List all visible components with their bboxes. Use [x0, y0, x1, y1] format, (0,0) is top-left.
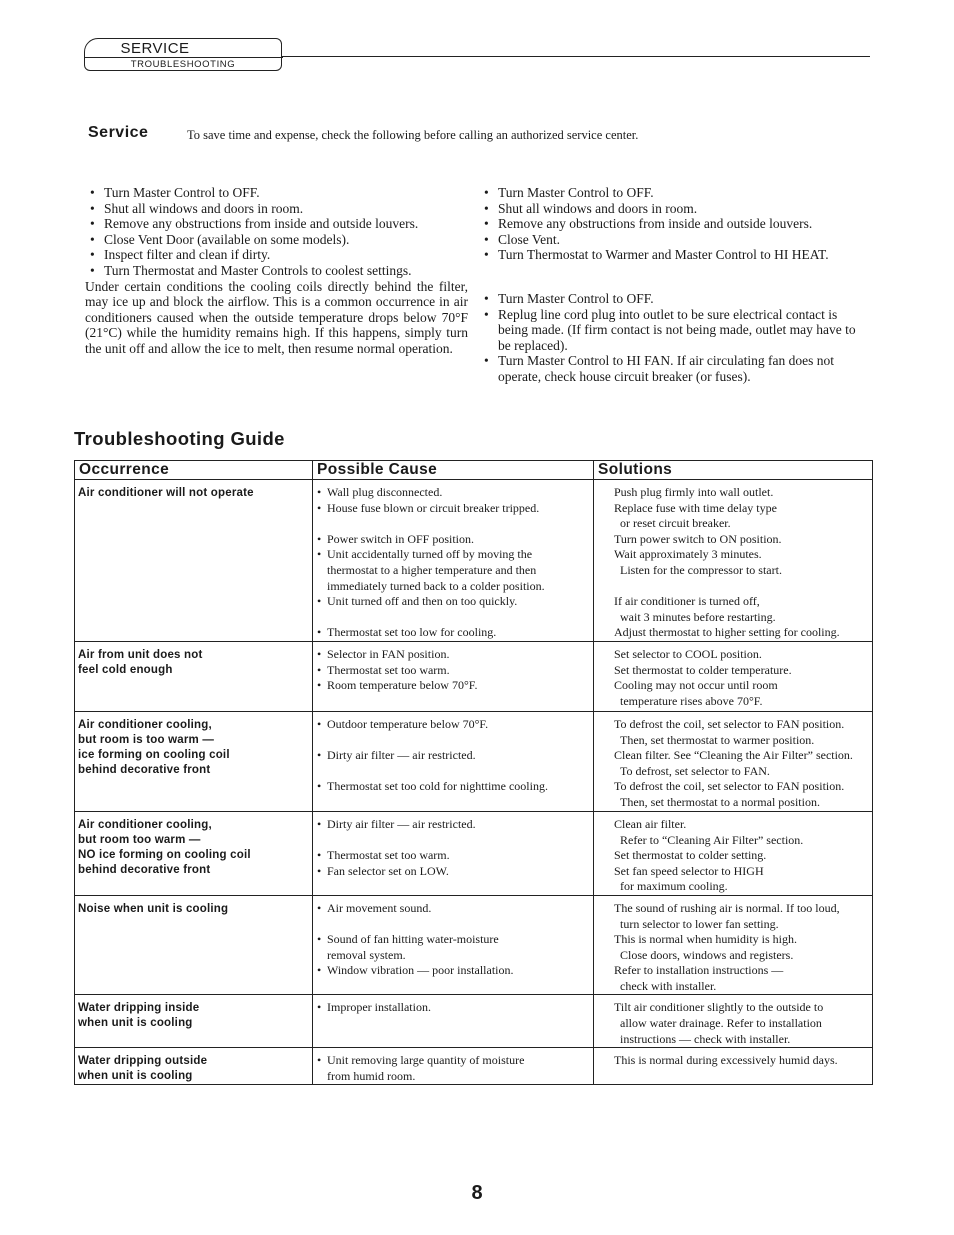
- list-item: • Turn Master Control to OFF.: [479, 291, 870, 307]
- header-rule: [282, 56, 870, 57]
- cause-cell: [313, 641, 594, 711]
- occurrence-cell: [75, 711, 313, 811]
- cause-line: • Thermostat set too warm.: [317, 848, 591, 864]
- occurrence-cell: [75, 1048, 313, 1085]
- cause-line: • Thermostat set too low for cooling.: [317, 625, 591, 641]
- table-row: [75, 811, 873, 895]
- occurrence-line: but room too warm —: [78, 833, 201, 846]
- solution-line: Then, set thermostat to a normal position.: [620, 794, 820, 809]
- occurrence-line: but room is too warm —: [78, 733, 215, 746]
- troubleshooting-table: [74, 460, 873, 1085]
- occurrence-cell: [75, 641, 313, 711]
- solution-line: Tilt air conditioner slightly to the outside to: [614, 1000, 824, 1015]
- cause-line: removal system.: [327, 947, 406, 962]
- solution-line: Wait approximately 3 minutes.: [614, 547, 762, 562]
- occurrence-line: Air from unit does not: [78, 648, 203, 661]
- solution-line: Set thermostat to colder temperature.: [614, 662, 792, 677]
- solution-line: Turn power switch to ON position.: [614, 531, 782, 546]
- solution-line: Push plug firmly into wall outlet.: [614, 485, 774, 499]
- occurrence-line: when unit is cooling: [78, 1017, 193, 1030]
- occurrence-line: behind decorative front: [78, 863, 211, 876]
- header-occurrence: Occurrence: [75, 461, 313, 480]
- solution-line: wait 3 minutes before restarting.: [620, 609, 776, 624]
- header-possible-cause: Possible Cause: [313, 461, 594, 480]
- cause-line: • Air movement sound.: [317, 901, 591, 917]
- occurrence-line: Noise when unit is cooling: [78, 902, 229, 915]
- occurrence-cell: [75, 995, 313, 1048]
- left-column: [85, 185, 468, 357]
- solution-line: Then, set thermostat to warmer position.: [620, 732, 815, 747]
- solution-line: or reset circuit breaker.: [620, 516, 731, 531]
- solution-line: This is normal when humidity is high.: [614, 932, 797, 947]
- cause-line: • Improper installation.: [317, 1000, 591, 1016]
- left-checklist: [85, 185, 468, 279]
- spacer: [317, 733, 591, 749]
- occurrence-line: Air conditioner will not operate: [78, 487, 254, 499]
- solution-line: for maximum cooling.: [620, 879, 728, 894]
- list-item: • Close Vent Door (available on some models).: [85, 232, 468, 248]
- solution-line: Cooling may not occur until room: [614, 678, 778, 693]
- occurrence-line: ice forming on cooling coil: [78, 748, 230, 761]
- list-item: • Inspect filter and clean if dirty.: [85, 247, 468, 263]
- cause-line: • Power switch in OFF position.: [317, 532, 591, 548]
- solution-line: The sound of rushing air is normal. If too loud,: [614, 900, 840, 915]
- cause-line: • Unit accidentally turned off by moving the: [317, 547, 591, 563]
- right-column-group-1: [479, 185, 870, 263]
- cause-cell: [313, 711, 594, 811]
- right-column-group-2: [479, 291, 870, 385]
- solution-line: Set fan speed selector to HIGH: [614, 863, 764, 878]
- service-heading: Service: [88, 124, 149, 141]
- ice-paragraph: Under certain conditions the cooling coils directly behind the filter, may ice up and block the airflow. This is a common occurrence in air conditioners caused when the outside temperature drops below 70°F (21°C) while the humidity remains high. If this happens, simply turn the unit off and allow the ice to melt, then resume normal operation.: [85, 278, 468, 356]
- solution-line: Listen for the compressor to start.: [620, 562, 782, 577]
- list-item: • Turn Master Control to OFF.: [85, 185, 468, 201]
- solution-cell: [594, 811, 873, 895]
- cause-line: • Fan selector set on LOW.: [317, 864, 591, 880]
- occurrence-line: NO ice forming on cooling coil: [78, 848, 251, 861]
- cause-line: • Dirty air filter — air restricted.: [317, 748, 591, 764]
- table-row: [75, 711, 873, 811]
- page-number: 8: [471, 1182, 483, 1204]
- cause-line: • Unit removing large quantity of moisture: [317, 1053, 591, 1069]
- solution-line: Replace fuse with time delay type: [614, 500, 777, 515]
- cause-line: • Wall plug disconnected.: [317, 485, 591, 501]
- cause-line: • Window vibration — poor installation.: [317, 963, 591, 979]
- solution-cell: [594, 711, 873, 811]
- spacer: [317, 516, 591, 532]
- solution-cell: [594, 480, 873, 642]
- occurrence-cell: [75, 811, 313, 895]
- guide-title: Troubleshooting Guide: [74, 428, 285, 449]
- list-item: • Turn Thermostat and Master Controls to coolest settings.: [85, 263, 468, 279]
- cause-cell: [313, 995, 594, 1048]
- list-item: • Turn Master Control to HI FAN. If air circulating fan does not operate, check house circuit breaker (or fuses).: [479, 353, 870, 384]
- solution-cell: [594, 1048, 873, 1085]
- cause-line: from humid room.: [327, 1068, 416, 1083]
- occurrence-line: Water dripping inside: [78, 1002, 200, 1015]
- solution-line: check with installer.: [620, 978, 717, 993]
- cause-cell: [313, 895, 594, 995]
- section-title: SERVICE: [120, 40, 190, 57]
- solution-line: To defrost the coil, set selector to FAN position.: [614, 716, 845, 731]
- solution-line: This is normal during excessively humid days.: [614, 1053, 838, 1068]
- cause-line: • Thermostat set too cold for nighttime cooling.: [317, 779, 591, 795]
- occurrence-line: behind decorative front: [78, 763, 211, 776]
- solution-line: instructions — check with installer.: [620, 1031, 791, 1046]
- header-solutions: Solutions: [594, 461, 873, 480]
- solution-cell: [594, 895, 873, 995]
- cause-cell: [313, 1048, 594, 1085]
- solution-line: If air conditioner is turned off,: [614, 594, 760, 609]
- solution-cell: [594, 995, 873, 1048]
- occurrence-cell: [75, 895, 313, 995]
- list-item: • Turn Thermostat to Warmer and Master Control to HI HEAT.: [479, 247, 870, 263]
- solution-line: temperature rises above 70°F.: [620, 693, 763, 708]
- list-item: • Close Vent.: [479, 232, 870, 248]
- service-intro: To save time and expense, check the following before calling an authorized service center.: [187, 128, 639, 142]
- solution-cell: [594, 641, 873, 711]
- spacer: [317, 917, 591, 933]
- solution-line: Refer to “Cleaning Air Filter” section.: [620, 832, 804, 847]
- table-row: [75, 641, 873, 711]
- table-row: [75, 480, 873, 642]
- list-item: • Turn Master Control to OFF.: [479, 185, 870, 201]
- cause-line: • Room temperature below 70°F.: [317, 678, 591, 694]
- cause-line: • Dirty air filter — air restricted.: [317, 817, 591, 833]
- solution-line: Set thermostat to colder setting.: [614, 848, 767, 863]
- occurrence-line: when unit is cooling: [78, 1070, 193, 1083]
- cause-line: • Sound of fan hitting water-moisture: [317, 932, 591, 948]
- solution-line: Close doors, windows and registers.: [620, 947, 794, 962]
- cause-line: • Outdoor temperature below 70°F.: [317, 717, 591, 733]
- occurrence-cell: [75, 480, 313, 642]
- solution-line: Set selector to COOL position.: [614, 646, 762, 661]
- table-header-row: [75, 461, 873, 480]
- list-item: • Remove any obstructions from inside and outside louvers.: [85, 216, 468, 232]
- solution-line: Clean air filter.: [614, 816, 687, 831]
- cause-line: thermostat to a higher temperature and then: [327, 562, 537, 577]
- solution-line: allow water drainage. Refer to installation: [620, 1016, 822, 1031]
- solution-line: turn selector to lower fan setting.: [620, 916, 779, 931]
- solution-line: Clean filter. See “Cleaning the Air Filter” section.: [614, 748, 853, 763]
- list-item: • Shut all windows and doors in room.: [479, 201, 870, 217]
- spacer: [614, 579, 870, 595]
- solution-line: To defrost, set selector to FAN.: [620, 763, 770, 778]
- spacer: [317, 833, 591, 849]
- solution-line: To defrost the coil, set selector to FAN position.: [614, 779, 845, 794]
- occurrence-line: Air conditioner cooling,: [78, 718, 212, 731]
- list-item: • Replug line cord plug into outlet to be sure electrical contact is being made. (If firm contact is not being made, outlet may have to be replaced).: [479, 307, 870, 354]
- occurrence-line: Water dripping outside: [78, 1055, 208, 1068]
- table-row: [75, 995, 873, 1048]
- spacer: [317, 610, 591, 626]
- tab-divider: [84, 57, 283, 58]
- table-body: [75, 480, 873, 1085]
- table-row: [75, 895, 873, 995]
- subsection-title: TROUBLESHOOTING: [130, 59, 236, 70]
- occurrence-line: Air conditioner cooling,: [78, 818, 212, 831]
- cause-line: • Selector in FAN position.: [317, 647, 591, 663]
- cause-cell: [313, 480, 594, 642]
- list-item: • Remove any obstructions from inside and outside louvers.: [479, 216, 870, 232]
- spacer: [317, 764, 591, 780]
- solution-line: Adjust thermostat to higher setting for cooling.: [614, 625, 840, 640]
- table-row: [75, 1048, 873, 1085]
- cause-line: • House fuse blown or circuit breaker tripped.: [317, 501, 591, 517]
- solution-line: Refer to installation instructions —: [614, 963, 784, 978]
- occurrence-line: feel cold enough: [78, 663, 173, 676]
- cause-line: • Thermostat set too warm.: [317, 663, 591, 679]
- cause-cell: [313, 811, 594, 895]
- cause-line: immediately turned back to a colder position.: [327, 578, 545, 593]
- cause-line: • Unit turned off and then on too quickly.: [317, 594, 591, 610]
- list-item: • Shut all windows and doors in room.: [85, 201, 468, 217]
